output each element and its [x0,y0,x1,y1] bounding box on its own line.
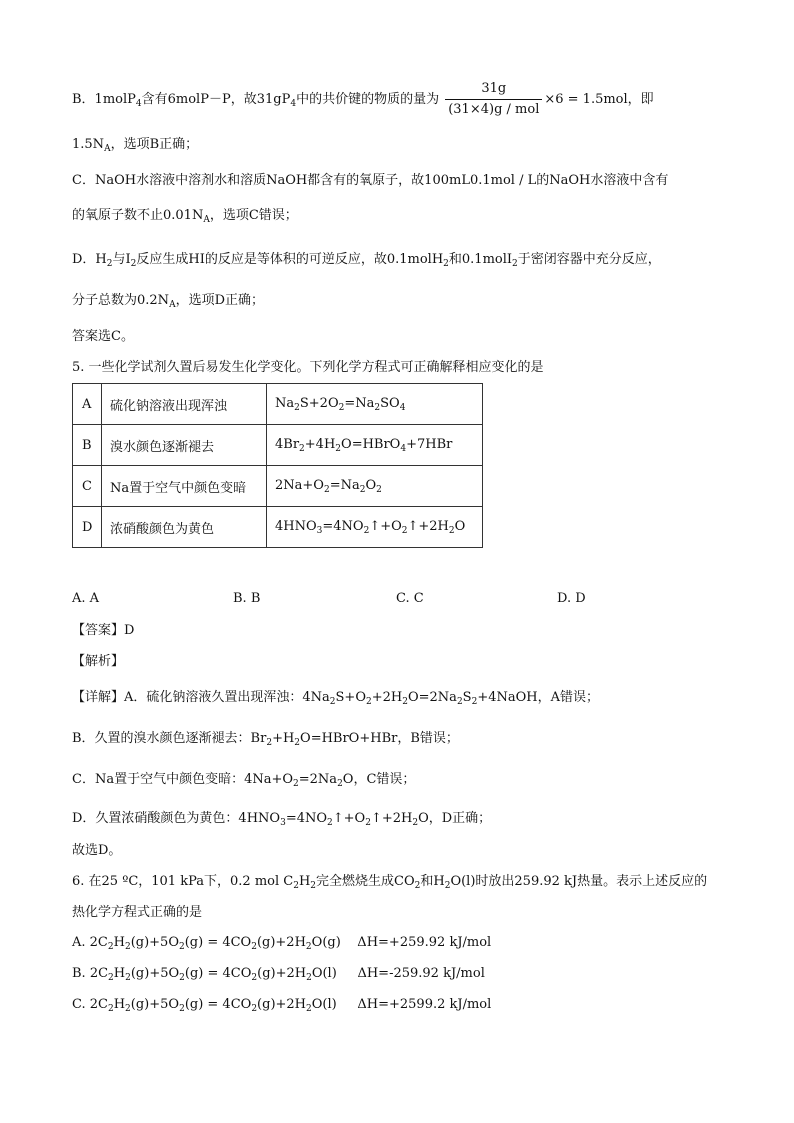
text: 与I [112,252,131,267]
q4-option-c-line2 [72,207,298,229]
row-phenomenon: Na置于空气中颜色变暗 [102,466,267,507]
row-letter: C [73,466,102,507]
q4-b-text: 中的共价键的物质的量为 [296,92,440,107]
q5-detail-d: D．久置浓硝酸颜色为黄色：$4HNO_3=4NO_2↑+O_2↑+2H_2O$，D正确； [72,811,492,828]
text: D．H [72,252,107,267]
subscript: A [104,144,111,154]
table-row [73,384,483,425]
q6-option-a: A. $2C_2H_2(g)+5O_2(g) = 4CO_2(g)+2H_2O(g)$ ΔH=+259.92 kJ/mol [72,935,492,952]
q5-detail-a: 【详解】A．硫化钠溶液久置出现浑浊：$4Na_2S+O_2+2H_2O=2Na_2S_2+4NaOH$，A错误； [72,690,599,707]
q4-option-d-line2 [72,292,264,314]
table-row [73,507,483,548]
q6-option-c: C. $2C_2H_2(g)+5O_2(g) = 4CO_2(g)+2H_2O(l)$ ΔH=+2599.2 kJ/mol [72,997,492,1014]
q4-option-c-line: C．NaOH水溶液中溶剂水和溶质NaOH都含有的氧原子，故100mL0.1mol / L的NaOH水溶液中含有 [72,173,669,188]
q5-conclusion: 故选D。 [72,843,122,858]
answer-label: 【答案】D [72,623,135,638]
text: ，选项D正确； [175,293,264,308]
text: 反应生成HI的反应是等体积的可逆反应，故0.1molH [136,252,444,267]
q6-stem-line1: 6. 在25 ºC，101 kPa下，0.2 mol $C_2H_2$完全燃烧生成$CO_2$和$H_2O(l)$时放出259.92 kJ热量。表示上述反应的 [72,874,708,891]
row-letter: B [73,425,102,466]
text: ，选项C错误； [209,208,298,223]
subscript: 2 [443,259,449,269]
table-row [73,466,483,507]
fraction-numerator: 31g [445,80,542,100]
q6-stem-line2: 热化学方程式正确的是 [72,905,203,920]
fraction [445,80,542,119]
q5-option-d: D. D [557,591,586,606]
text: 分子总数为0.2N [72,293,170,308]
q5-stem: 5. 一些化学试剂久置后易发生化学变化。下列化学方程式可正确解释相应变化的是 [72,360,544,375]
subscript: 2 [512,259,518,269]
row-phenomenon: 溴水颜色逐渐褪去 [102,425,267,466]
q4-b-text: ×6 = 1.5mol，即 [544,92,654,107]
subscript: 4 [135,99,142,109]
q4-b-text: B．1molP [72,92,136,107]
q5-detail-b: B．久置的溴水颜色逐渐褪去：$Br_2+H_2O=HBrO+HBr$，B错误； [72,731,459,748]
q4-option-b-line2 [72,136,198,158]
analysis-label: 【解析】 [72,654,125,669]
q5-option-c: C. C [396,591,424,606]
text: 于密闭容器中充分反应， [517,252,661,267]
q5-option-b: B. B [233,591,261,606]
row-equation: $4HNO_3=4NO_2↑+O_2↑+2H_2O$ [267,507,483,548]
row-equation: $Na_2S+2O_2=Na_2SO_4$ [267,384,483,425]
subscript: A [169,300,176,310]
fraction-denominator: (31×4)g / mol [448,102,540,117]
q4-option-b-line [72,80,654,119]
row-letter: A [73,384,102,425]
text: 1.5N [72,137,105,152]
q5-detail-c: C．Na置于空气中颜色变暗：$4Na+O_2=2Na_2O$，C错误； [72,772,416,789]
table-row [73,425,483,466]
q4-option-d-line [72,251,661,273]
q4-answer: 答案选C。 [72,329,134,344]
subscript: A [203,215,210,225]
text: ，选项B正确； [110,137,199,152]
subscript: 2 [106,259,113,269]
q6-option-b: B. $2C_2H_2(g)+5O_2(g) = 4CO_2(g)+2H_2O(l)$ ΔH=-259.92 kJ/mol [72,966,485,983]
q5-option-a: A. A [72,591,100,606]
row-equation: $2Na+O_2=Na_2O_2$ [267,466,483,507]
row-phenomenon: 硫化钠溶液出现浑浊 [102,384,267,425]
subscript: 2 [130,259,137,269]
text: 和0.1molI [448,252,513,267]
q5-table [72,383,483,548]
row-letter: D [73,507,102,548]
text: 的氧原子数不止0.01N [72,208,204,223]
q4-b-text: 含有6molP－P，故31gP [141,92,291,107]
row-phenomenon: 浓硝酸颜色为黄色 [102,507,267,548]
subscript: 4 [290,99,297,109]
row-equation: $4Br_2+4H_2O=HBrO_4+7HBr$ [267,425,483,466]
